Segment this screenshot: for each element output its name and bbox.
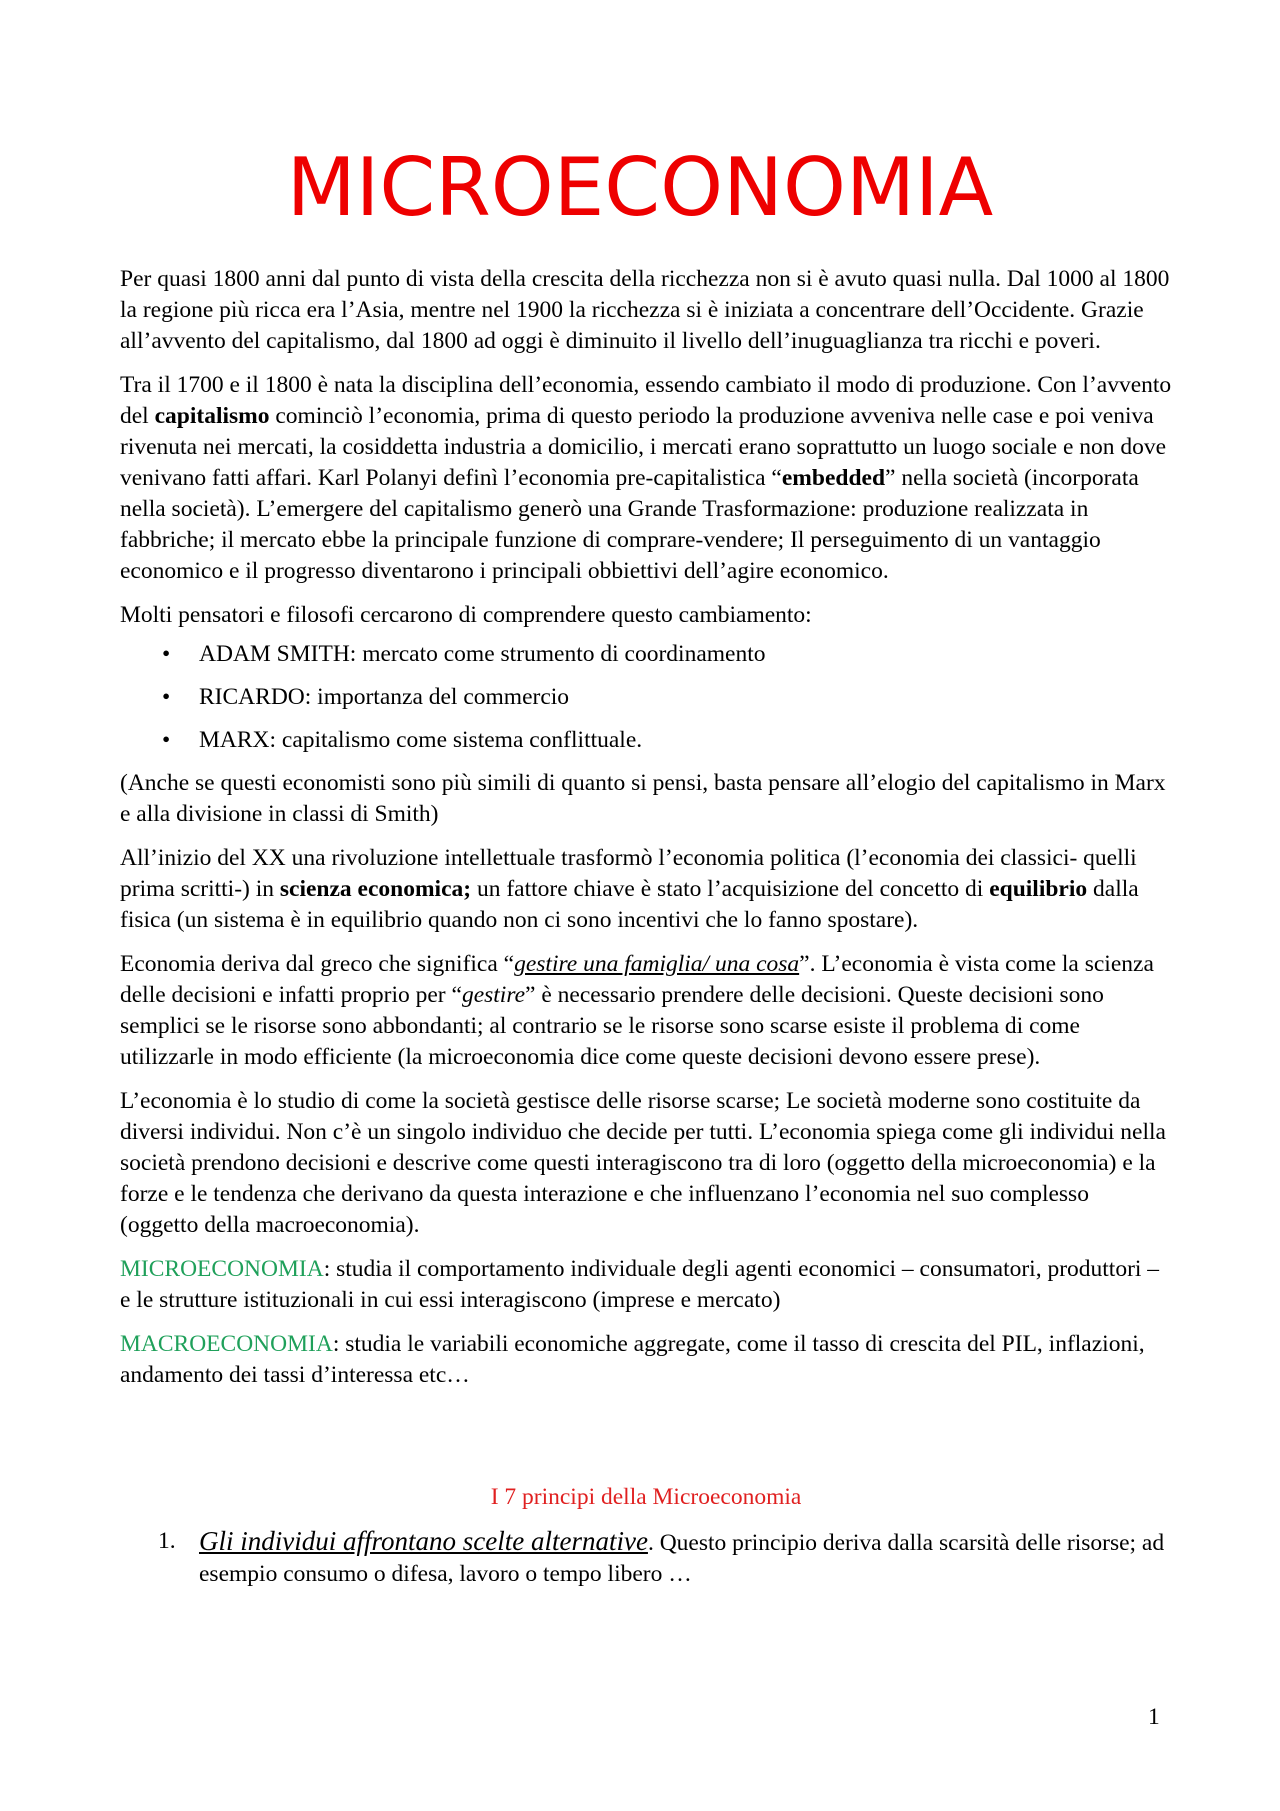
list-item: • RICARDO: importanza del commercio xyxy=(120,682,1172,713)
thinkers-list xyxy=(120,639,1172,756)
bold-capitalismo: capitalismo xyxy=(154,403,270,429)
spacer xyxy=(120,1404,1172,1482)
emphasis-gestire: gestire xyxy=(461,982,526,1008)
paragraph-etymology: Economia deriva dal greco che significa “gestire una famiglia/ una cosa”. L’economia è vista come la scienza delle decisioni e infatti proprio per “gestire” è necessario prendere delle decisioni. Queste decisioni sono semplici se le risorse sono abbondanti; al contrario se le risorse sono scarse esiste il problema di come utilizzarle in modo efficiente (la microeconomia dice come queste decisioni devono essere prese). xyxy=(120,951,1154,1070)
emphasis-gestire-famiglia: gestire una famiglia/ una cosa xyxy=(514,951,800,977)
paragraph-intro: Per quasi 1800 anni dal punto di vista della crescita della ricchezza non si è avuto quasi nulla. Dal 1000 al 1800 la regione più ricca era l’Asia, mentre nel 1900 la ricchezza si è iniziata a concentrare dell’Occidente. Grazie all’avvento del capitalismo, dal 1800 ad oggi è diminuito il livello dell’inuguaglianza tra ricchi e poveri. xyxy=(120,266,1170,354)
bullet-icon: • xyxy=(162,641,171,667)
document-body xyxy=(120,264,1172,1603)
paragraph-thinkers-intro: Molti pensatori e filosofi cercarono di comprendere questo cambiamento: xyxy=(120,602,812,628)
paragraph-scienza: All’inizio del XX una rivoluzione intellettuale trasformò l’economia politica (l’economia dei classici- quelli prima scritti-) in scienza economica; un fattore chiave è stato l’acquisizione del concetto di equilibrio dalla fisica (un sistema è in equilibrio quando non ci sono incentivi che lo fanno spostare). xyxy=(120,845,1139,933)
bullet-icon: • xyxy=(162,684,171,710)
bold-equilibrio: equilibrio xyxy=(989,876,1088,902)
term-microeconomia: MICROECONOMIA xyxy=(120,1256,324,1282)
list-item: • MARX: capitalismo come sistema conflittuale. xyxy=(120,725,1172,756)
principle-item: 1. Gli individui affrontano scelte alternative. Questo principio deriva dalla scarsità delle risorse; ad esempio consumo o difesa, lavoro o tempo libero … xyxy=(158,1526,1165,1587)
section-heading: I 7 principi della Microeconomia xyxy=(490,1484,802,1510)
principle-number: 1. xyxy=(158,1528,176,1554)
paragraph-microeconomia: MICROECONOMIA: studia il comportamento individuale degli agenti economici – consumatori, produttori – e le strutture istituzionali in cui essi interagiscono (imprese e mercato) xyxy=(120,1256,1160,1313)
paragraph-macroeconomia: MACROECONOMIA: studia le variabili economiche aggregate, come il tasso di crescita del PIL, inflazioni, andamento dei tassi d’interessa etc… xyxy=(120,1331,1145,1388)
paragraph-definition: L’economia è lo studio di come la società gestisce delle risorse scarse; Le società moderne sono costituite da diversi individui. Non c’è un singolo individuo che decide per tutti. L’economia spiega come gli individui nella società prendono decisioni e descrive come questi interagiscono tra di loro (oggetto della microeconomia) e la forze e le tendenza che derivano da questa interazione e che influenzano l’economia nel suo complesso (oggetto della macroeconomia). xyxy=(120,1088,1166,1238)
bold-scienza-economica: scienza economica; xyxy=(279,876,472,902)
paragraph-capitalism: Tra il 1700 e il 1800 è nata la disciplina dell’economia, essendo cambiato il modo di produzione. Con l’avvento del capitalismo cominciò l’economia, prima di questo periodo la produzione avveniva nelle case e poi veniva rivenuta nei mercati, la cosiddetta industria a domicilio, i mercati erano soprattutto un luogo sociale e non dove venivano fatti affari. Karl Polanyi definì l’economia pre-capitalistica “embedded” nella società (incorporata nella società). L’emergere del capitalismo generò una Grande Trasformazione: produzione realizzata in fabbriche; il mercato ebbe la principale funzione di comprare-vendere; Il perseguimento di un vantaggio economico e il progresso diventarono i principali obbiettivi dell’agire economico. xyxy=(120,372,1172,584)
page-number: 1 xyxy=(1148,1704,1160,1730)
term-macroeconomia: MACROECONOMIA xyxy=(120,1331,333,1357)
bullet-icon: • xyxy=(162,727,171,753)
bold-embedded: embedded xyxy=(781,465,886,491)
paragraph-note: (Anche se questi economisti sono più simili di quanto si pensi, basta pensare all’elogio del capitalismo in Marx e alla divisione in classi di Smith) xyxy=(120,770,1166,827)
document-title: MICROECONOMIA xyxy=(286,141,994,234)
principle-lead: Gli individui affrontano scelte alternative xyxy=(199,1526,648,1556)
list-item: • ADAM SMITH: mercato come strumento di coordinamento xyxy=(120,639,1172,670)
